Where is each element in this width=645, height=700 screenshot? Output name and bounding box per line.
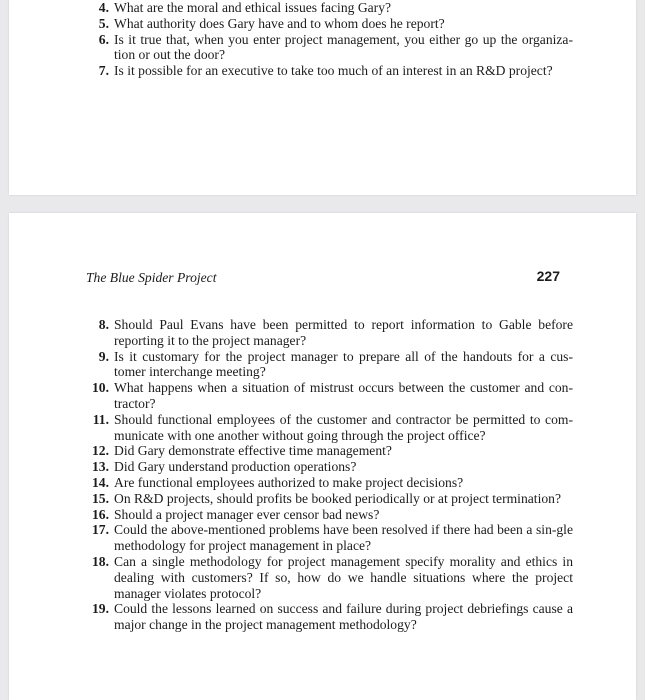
question-text: What authority does Gary have and to whom does he report? [114,15,445,31]
question-number: 5. [98,15,109,31]
question-text: Could the above-mentioned problems have been resolved if there had been a sin-gle methodology for project management in place? [114,522,573,554]
bottom-page [9,213,636,700]
question-item [87,380,573,412]
question-list-top [87,0,573,79]
question-text: Did Gary demonstrate effective time management? [114,443,392,459]
question-item [87,32,573,64]
question-item [87,317,573,349]
question-item [87,601,573,633]
question-item [87,522,573,554]
question-item [87,554,573,601]
question-text: Should a project manager ever censor bad news? [114,506,380,522]
question-item [87,349,573,381]
question-number: 6. [98,31,109,47]
question-text: Is it possible for an executive to take too much of an interest in an R&D project? [114,63,553,79]
top-page [9,0,636,195]
question-item [87,491,573,507]
question-text: What happens when a situation of mistrust occurs between the customer and con-tractor? [114,380,573,411]
question-text: Should Paul Evans have been permitted to report information to Gable before reporting it to the project manager? [114,317,573,348]
question-number: 14. [92,474,109,490]
question-item [87,63,573,79]
question-text: Did Gary understand production operations? [114,459,357,475]
question-text: Is it customary for the project manager to prepare all of the handouts for a cus-tomer interchange meeting? [114,348,573,380]
question-number: 13. [92,459,109,475]
page-number: 227 [536,268,560,284]
question-text: What are the moral and ethical issues facing Gary? [114,0,392,15]
question-text: On R&D projects, should profits be booked periodically or at project termination? [114,490,561,506]
question-item [87,16,573,32]
question-number: 17. [92,522,109,538]
question-text: Could the lessons learned on success and failure during project debriefings cause a major change in the project management methodology? [114,601,573,633]
question-number: 7. [98,63,109,79]
question-text: Should functional employees of the customer and contractor be permitted to com-municate with one another without going through the project office? [114,411,573,443]
question-item [87,475,573,491]
question-number: 9. [98,348,109,364]
question-number: 19. [92,601,109,617]
question-number: 8. [98,317,109,332]
question-item [87,0,573,16]
question-item [87,459,573,475]
running-head: The Blue Spider Project [86,270,217,285]
question-number: 16. [92,506,109,522]
question-number: 4. [98,0,109,15]
question-item [87,507,573,523]
question-number: 15. [92,490,109,506]
question-number: 12. [92,443,109,459]
question-text: Is it true that, when you enter project management, you either go up the organiza-tion or out the door? [114,31,573,63]
question-item [87,443,573,459]
question-item [87,412,573,444]
question-number: 10. [92,380,109,396]
question-list-bottom [87,317,573,633]
question-number: 18. [92,553,109,569]
question-number: 11. [92,411,109,427]
question-text: Can a single methodology for project management specify morality and ethics in dealing with customers? If so, how do we handle situations where the project manager violates protocol? [114,553,573,601]
question-text: Are functional employees authorized to make project decisions? [114,474,464,490]
